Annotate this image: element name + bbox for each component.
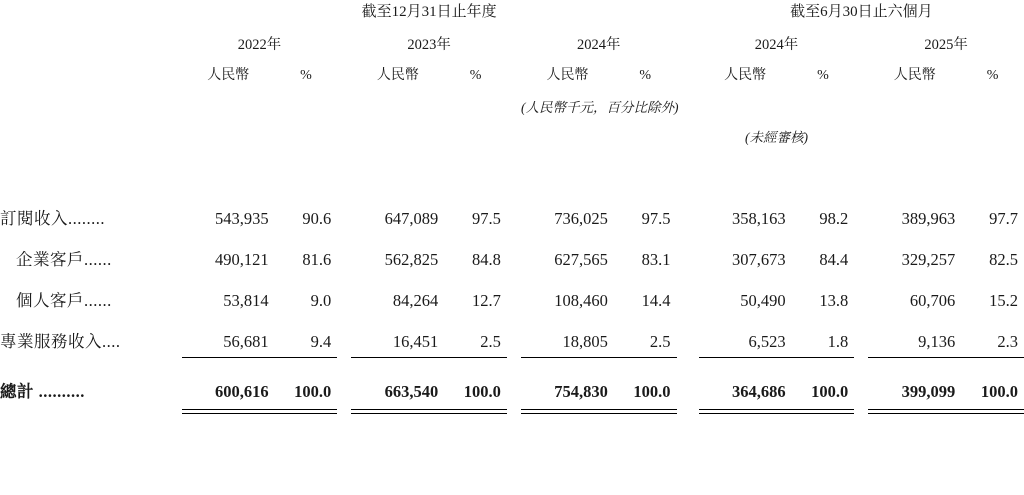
total-value: 399,099 [901,382,956,401]
rule-segment [182,402,275,410]
year-header-2024-interim: 2024年 [754,37,799,53]
total-value: 600,616 [215,382,269,401]
cell-value: 9,136 [918,332,956,351]
cell-value: 9.0 [310,291,332,310]
cell-value: 83.1 [641,250,671,269]
unit-header-rmb-2024-interim: 人民幣 [724,68,767,83]
rule-segment [792,402,855,410]
currency-note: (人民幣千元，百分比除外) [521,100,679,115]
unit-header-pct-2025-interim: % [986,68,999,83]
table-total-row [0,358,1024,402]
rule-segment [961,410,1024,414]
unit-header-rmb-2024: 人民幣 [546,68,589,83]
cell-value: 2.3 [997,332,1018,351]
row-label-professional-services: 專業服務收入.... [0,332,121,351]
total-value: 100.0 [811,382,849,401]
unit-header-pct-2024: % [639,68,652,83]
cell-value: 14.4 [641,291,671,310]
unit-header-pct-2024-interim: % [817,68,829,83]
rule-segment [792,410,855,414]
cell-value: 13.8 [819,291,849,310]
cell-value: 736,025 [554,209,608,228]
unit-header-rmb-2025-interim: 人民幣 [893,68,936,83]
cell-value: 15.2 [989,291,1018,310]
cell-value: 50,490 [740,291,786,310]
total-value: 100.0 [980,382,1018,401]
cell-value: 81.6 [302,250,332,269]
cell-value: 12.7 [472,291,501,310]
header-body-spacer [0,146,1024,188]
total-value: 100.0 [463,382,501,401]
year-header-2024: 2024年 [577,37,621,53]
unit-header-pct-2023: % [469,68,482,83]
cell-value: 84.4 [819,250,849,269]
table-row [0,188,1024,229]
total-bottom-rule-row-2 [0,410,1024,414]
year-header-2025-interim: 2025年 [924,37,968,53]
rule-segment [275,402,338,410]
row-label-total: 總計 .......... [0,382,85,401]
table-row [0,311,1024,352]
cell-value: 307,673 [732,250,786,269]
cell-value: 90.6 [302,209,332,228]
group-header-annual: 截至12月31日止年度 [361,4,497,20]
total-value: 100.0 [633,382,671,401]
cell-value: 490,121 [215,250,269,269]
unit-header-rmb-2022: 人民幣 [207,68,250,83]
year-header-2022: 2022年 [237,37,282,53]
currency-note-row [0,86,1024,116]
total-value: 663,540 [384,382,439,401]
rule-segment [444,410,507,414]
unaudited-note: (未經審核) [744,130,808,145]
cell-value: 2.5 [480,332,501,351]
cell-value: 56,681 [223,332,269,351]
unit-header-pct-2022: % [300,68,312,83]
total-bottom-rule-row-1 [0,402,1024,410]
unit-header-rmb-2023: 人民幣 [376,68,419,83]
unaudited-note-row [0,116,1024,146]
table-row [0,270,1024,311]
cell-value: 358,163 [732,209,786,228]
row-label-enterprise-customers: 企業客戶...... [16,250,112,269]
year-header-row [0,25,1024,57]
cell-value: 329,257 [901,250,956,269]
cell-value: 1.8 [827,332,849,351]
cell-value: 18,805 [562,332,608,351]
cell-value: 60,706 [909,291,956,310]
cell-value: 9.4 [310,332,332,351]
rule-segment [614,410,677,414]
cell-value: 97.5 [472,209,501,228]
cell-value: 98.2 [819,209,849,228]
cell-value: 84,264 [392,291,439,310]
rule-segment [868,402,961,410]
cell-value: 562,825 [384,250,439,269]
group-header-row [0,0,1024,25]
rule-segment [182,410,275,414]
total-value: 364,686 [732,382,786,401]
table-row [0,229,1024,270]
rule-segment [444,402,507,410]
rule-segment [351,402,444,410]
total-value: 754,830 [554,382,608,401]
cell-value: 53,814 [223,291,269,310]
rule-segment [521,410,614,414]
cell-value: 389,963 [901,209,956,228]
cell-value: 82.5 [989,250,1018,269]
rule-segment [521,402,614,410]
total-value: 100.0 [294,382,332,401]
cell-value: 84.8 [472,250,501,269]
cell-value: 6,523 [748,332,786,351]
row-label-subscription: 訂閱收入........ [0,209,105,228]
rule-segment [614,402,677,410]
cell-value: 2.5 [649,332,671,351]
cell-value: 647,089 [384,209,439,228]
cell-value: 97.5 [641,209,671,228]
rule-segment [868,410,961,414]
cell-value: 108,460 [554,291,608,310]
unit-header-row [0,57,1024,86]
cell-value: 16,451 [392,332,439,351]
rule-segment [699,402,792,410]
cell-value: 627,565 [554,250,608,269]
rule-segment [275,410,338,414]
cell-value: 543,935 [215,209,269,228]
row-label-individual-customers: 個人客戶...... [16,291,112,310]
group-header-interim: 截至6月30日止六個月 [790,4,933,20]
rule-segment [699,410,792,414]
rule-segment [351,410,444,414]
rule-segment [961,402,1024,410]
cell-value: 97.7 [989,209,1018,228]
year-header-2023: 2023年 [407,37,451,53]
